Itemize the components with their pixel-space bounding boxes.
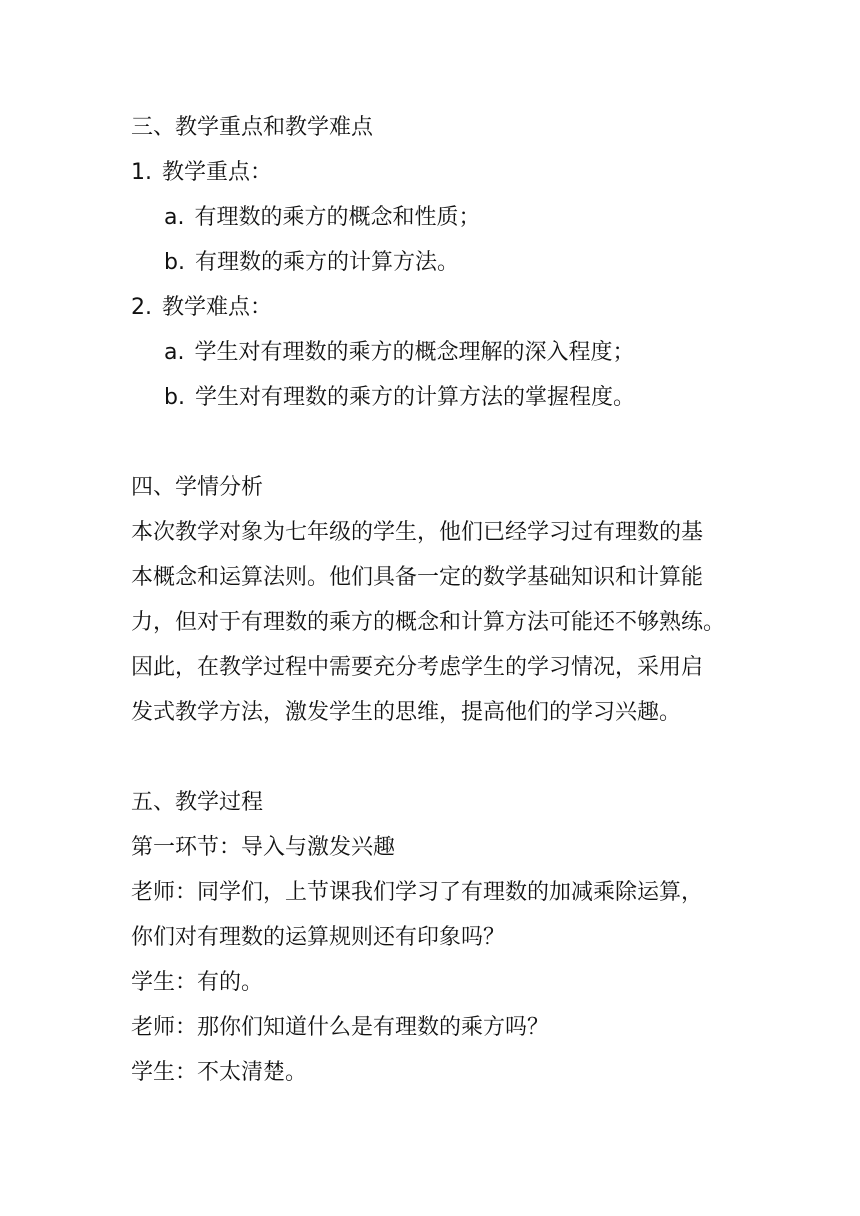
sub-list-text: 学生对有理数的乘方的概念理解的深入程度； <box>194 340 635 365</box>
sub-list-text: 有理数的乘方的计算方法。 <box>194 250 459 275</box>
list-item-difficulties <box>131 288 272 328</box>
sub-list-marker: b. <box>164 250 185 275</box>
sub-list-item <box>164 243 459 283</box>
sub-list-item <box>164 378 635 418</box>
paragraph-line: 发式教学方法，激发学生的思维，提高他们的学习兴趣。 <box>131 700 682 725</box>
dialogue-line: 老师：同学们，上节课我们学习了有理数的加减乘除运算， <box>131 880 704 905</box>
list-marker: 2. <box>131 295 152 320</box>
list-item-key-points <box>131 153 272 193</box>
subsection-title: 第一环节：导入与激发兴趣 <box>131 835 396 860</box>
sub-list-item <box>164 333 635 373</box>
sub-list-item <box>164 198 481 238</box>
section-4-heading: 四、学情分析 <box>131 475 264 500</box>
paragraph-line: 因此，在教学过程中需要充分考虑学生的学习情况，采用启 <box>131 655 704 680</box>
paragraph-line: 本概念和运算法则。他们具备一定的数学基础知识和计算能 <box>131 565 704 590</box>
dialogue-line: 老师：那你们知道什么是有理数的乘方吗？ <box>131 1015 550 1040</box>
dialogue-line: 你们对有理数的运算规则还有印象吗？ <box>131 925 506 950</box>
sub-list-marker: a. <box>164 205 185 230</box>
list-marker: 1. <box>131 160 152 185</box>
paragraph-line: 力，但对于有理数的乘方的概念和计算方法可能还不够熟练。 <box>131 610 726 635</box>
section-5-heading: 五、教学过程 <box>131 790 264 815</box>
list-item-label: 教学难点： <box>162 295 273 320</box>
section-3-heading: 三、教学重点和教学难点 <box>131 115 374 140</box>
sub-list-marker: b. <box>164 385 185 410</box>
paragraph-line: 本次教学对象为七年级的学生，他们已经学习过有理数的基 <box>131 520 704 545</box>
sub-list-text: 有理数的乘方的概念和性质； <box>194 205 481 230</box>
dialogue-line: 学生：不太清楚。 <box>131 1060 308 1085</box>
list-item-label: 教学重点： <box>162 160 273 185</box>
sub-list-marker: a. <box>164 340 185 365</box>
dialogue-line: 学生：有的。 <box>131 970 264 995</box>
sub-list-text: 学生对有理数的乘方的计算方法的掌握程度。 <box>194 385 635 410</box>
